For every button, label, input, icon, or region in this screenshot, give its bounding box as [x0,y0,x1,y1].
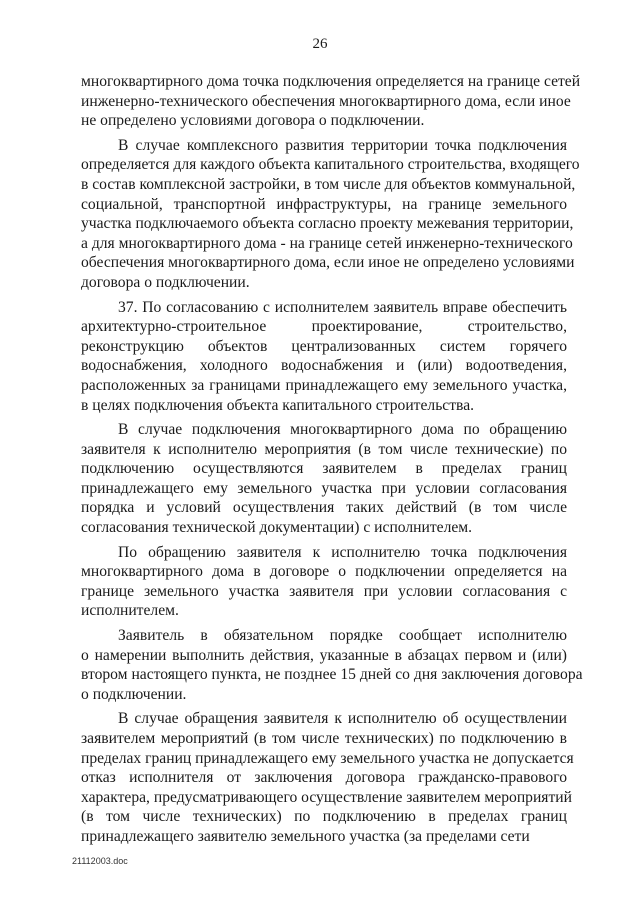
paragraph-line: заявителем мероприятий (в том числе технических) по подключению в [81,730,567,747]
paragraph-line: в целях подключения объекта капитального строительства. [81,396,475,414]
paragraph-line: принадлежащего ему земельного участка при условии согласования [81,479,567,497]
paragraph-line: не определено условиями договора о подключении. [81,112,425,130]
paragraph-line: определяется для каждого объекта капитального строительства, входящего [81,156,580,174]
paragraph-line: В случае комплексного развития территории точка подключения [118,136,567,154]
paragraph-line: а для многоквартирного дома - на границе сетей инженерно-технического [81,234,573,252]
footer-filename: 21112003.doc [72,856,128,866]
paragraph-line: подключению осуществляются заявителем в пределах границ [81,460,567,478]
paragraph-line: В случае обращения заявителя к исполнителю об осуществлении [118,710,567,728]
paragraph [81,136,580,293]
document-body [81,72,583,847]
paragraph-line: о намерении выполнить действия, указанные в абзацах первом и (или) [81,646,567,664]
paragraph [81,709,574,846]
paragraph [81,626,583,704]
page-number: 26 [312,36,328,52]
paragraph [81,72,581,131]
paragraph-line: По обращению заявителя к исполнителю точка подключения [118,543,567,561]
paragraph-line: Заявитель в обязательном порядке сообщает исполнителю [118,627,567,645]
paragraph-line: границе земельного участка заявителя при условии согласования с [81,582,567,600]
paragraph-line: водоснабжения, холодного водоснабжения и (или) водоотведения, [81,357,567,375]
paragraph-line: реконструкцию объектов централизованных систем горячего [81,337,567,355]
paragraph-line: 37. По согласованию с исполнителем заявитель вправе обеспечить [118,298,567,316]
paragraph [81,543,567,621]
paragraph-line: В случае подключения многоквартирного дома по обращению [118,421,567,439]
paragraph-line: о подключении. [81,685,187,703]
paragraph-line: инженерно-технического обеспечения многоквартирного дома, если иное [81,92,571,110]
paragraph [81,298,567,416]
paragraph-line: участка подключаемого объекта согласно проекту межевания территории, [81,215,574,233]
paragraph-line: втором настоящего пункта, не позднее 15 дней со дня заключения договора [81,666,583,684]
paragraph-line: (в том числе технических) по подключению в пределах границ [81,808,567,826]
paragraph-line: социальной, транспортной инфраструктуры, на границе земельного [81,195,567,213]
paragraph-line: принадлежащего заявителю земельного участка (за пределами сети [81,827,530,845]
paragraph-line: отказ исполнителя от заключения договора гражданско-правового [81,769,567,787]
paragraph-line: характера, предусматривающего осуществление заявителем мероприятий [81,788,572,806]
paragraph-line: обеспечения многоквартирного дома, если иное не определено условиями [81,254,575,272]
paragraph-line: в состав комплексной застройки, в том числе для объектов коммунальной, [81,175,576,193]
paragraph-line: многоквартирного дома в договоре о подключении определяется на [81,563,567,581]
paragraph-line: согласования технической документации) с исполнителем. [81,519,473,537]
paragraph-line: порядка и условий осуществления таких действий (в том числе [81,499,567,517]
paragraph-line: пределах границ принадлежащего ему земельного участка не допускается [81,749,574,767]
paragraph-line: договора о подключении. [81,273,250,291]
paragraph-line: многоквартирного дома точка подключения определяется на границе сетей [81,73,581,90]
paragraph [81,420,567,538]
paragraph-line: расположенных за границами принадлежащего ему земельного участка, [81,376,567,394]
paragraph-line: заявителя к исполнителю мероприятия (в том числе технические) по [81,440,567,458]
paragraph-line: архитектурно-строительное проектирование, строительство, [81,318,567,336]
paragraph-line: исполнителем. [81,602,179,620]
